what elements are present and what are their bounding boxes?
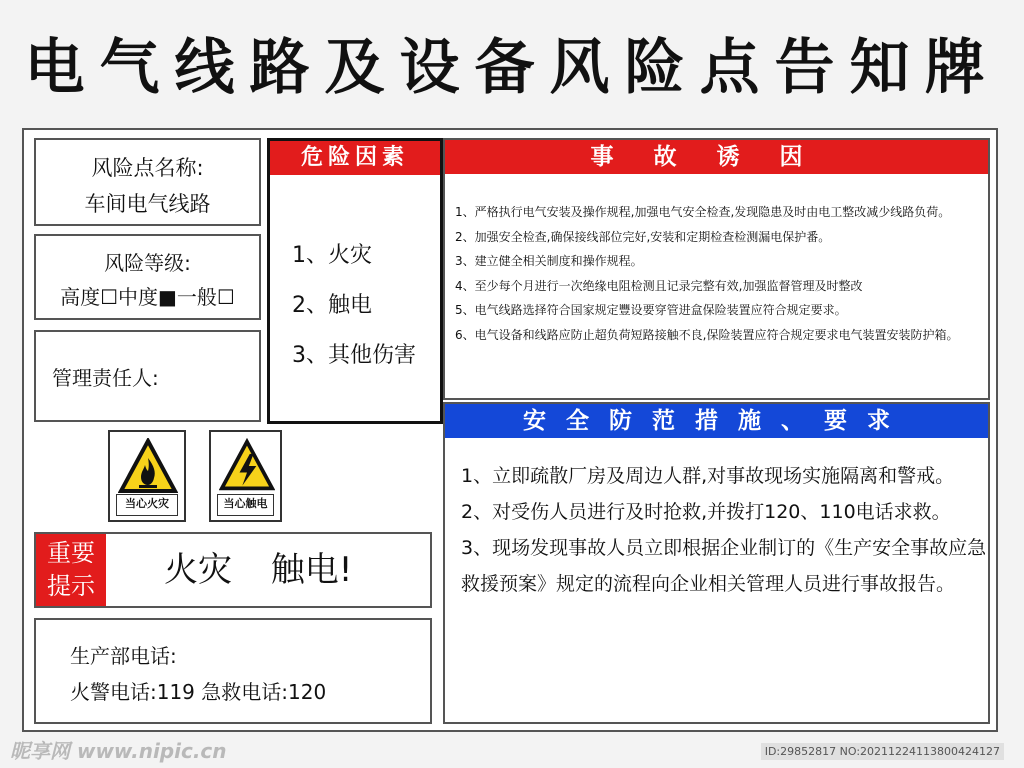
accident-causes-panel	[443, 138, 990, 400]
notice-label-line: 提示	[47, 572, 95, 600]
contact-phones-box	[34, 618, 432, 724]
cause-item: 3、建立健全相关制度和操作规程。	[455, 254, 643, 268]
important-notice-text: 火灾 触电!	[164, 550, 353, 590]
electric-warning-sign	[209, 430, 282, 522]
watermark-logo: 昵享网 www.nipic.cn	[10, 739, 227, 763]
hazard-item: 1、火灾	[292, 243, 372, 268]
electric-shock-warning-icon	[219, 438, 275, 494]
page-title: 电气线路及设备风险点告知牌	[24, 33, 1000, 103]
production-phone: 生产部电话:	[70, 644, 177, 668]
safety-measures-header: 安全防范措施、要求	[445, 404, 988, 438]
fire-warning-icon	[118, 438, 178, 496]
risk-point-label: 风险点名称:	[91, 156, 204, 180]
hazard-factors-list	[292, 231, 416, 381]
important-notice-label	[36, 534, 106, 606]
risk-point-value: 车间电气线路	[84, 192, 211, 216]
cause-item: 4、至少每个月进行一次绝缘电阻检测且记录完整有效,加强监督管理及时整改	[455, 278, 863, 293]
hazard-factors-header: 危险因素	[270, 141, 440, 175]
accident-causes-list	[455, 200, 958, 347]
risk-level-box	[34, 234, 261, 320]
cause-item: 2、加强安全检查,确保接线部位完好,安装和定期检查检测漏电保护番。	[455, 229, 831, 244]
cause-item: 6、电气设备和线路应防止超负荷短路接触不良,保险装置应符合规定要求电气装置安装防护箱。	[455, 327, 959, 342]
risk-point-box	[34, 138, 261, 226]
watermark-id: ID:29852817 NO:20211224113800424127	[761, 743, 1004, 760]
safety-item: 1、立即疏散厂房及周边人群,对事故现场实施隔离和警戒。	[461, 465, 955, 487]
safety-measures-panel	[443, 402, 990, 724]
fire-warning-sign	[108, 430, 186, 522]
safety-item: 3、现场发现事故人员立即根据企业制订的《生产安全事故应急救援预案》规定的流程向企业相关管理人员进行事故报告。	[461, 537, 987, 595]
safety-item: 2、对受伤人员进行及时抢救,并拨打120、110电话求救。	[461, 501, 951, 523]
fire-sign-caption: 当心火灾	[116, 494, 178, 516]
accident-causes-header: 事故诱因	[445, 140, 988, 174]
hazard-factors-panel	[267, 138, 443, 424]
notice-label-line: 重要	[47, 539, 95, 567]
hazard-item: 2、触电	[292, 293, 372, 318]
emergency-phones: 火警电话:119 急救电话:120	[70, 680, 327, 704]
hazard-item: 3、其他伤害	[292, 343, 416, 368]
cause-item: 5、电气线路选择符合国家规定豐设要穿管进盒保险装置应符合规定要求。	[455, 303, 847, 317]
risk-level-label: 风险等级:	[104, 251, 191, 275]
manager-label: 管理责任人:	[52, 366, 159, 390]
electric-sign-caption: 当心触电	[217, 494, 274, 516]
safety-measures-list	[461, 458, 989, 602]
important-notice-box	[34, 532, 432, 608]
manager-box	[34, 330, 261, 422]
risk-level-options: 高度☐中度■一般☐	[60, 285, 235, 309]
cause-item: 1、严格执行电气安装及操作规程,加强电气安全检查,发现隐患及时由电工整改减少线路负荷。	[455, 205, 951, 219]
